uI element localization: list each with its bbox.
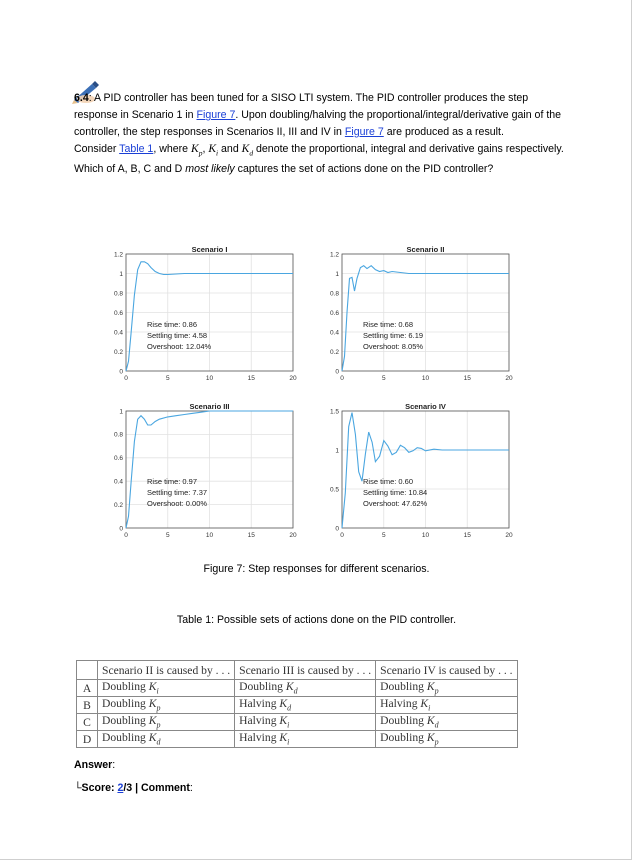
y-tick-label: 1 <box>119 408 123 416</box>
table-cell: Doubling $K_d$ <box>235 680 376 697</box>
table-cell: Doubling $K_p$ <box>98 697 235 714</box>
x-tick-label: 5 <box>165 532 170 539</box>
table-cell: Doubling $K_p$ <box>98 714 235 731</box>
annotation-text: Overshoot: 8.05% <box>363 342 424 351</box>
score-suffix: /3 | <box>123 782 142 794</box>
x-tick-label: 15 <box>463 532 471 539</box>
score-value[interactable]: 2 <box>117 782 124 794</box>
x-tick-label: 0 <box>340 375 344 382</box>
x-tick-label: 0 <box>124 375 128 382</box>
chart-scenario-1 <box>108 244 308 389</box>
chart-title: Scenario IV <box>405 402 446 411</box>
annotation-text: Settling time: 4.58 <box>147 331 208 340</box>
x-tick-label: 10 <box>421 375 430 382</box>
y-tick-label: 1.2 <box>113 251 123 259</box>
x-tick-label: 0 <box>124 532 128 539</box>
x-tick-label: 20 <box>289 375 297 382</box>
table-row <box>77 731 518 748</box>
annotation-text: Rise time: 0.68 <box>363 320 414 329</box>
question-number: 6.4 <box>74 92 89 104</box>
x-tick-label: 20 <box>505 532 513 539</box>
annotation-text: Rise time: 0.86 <box>147 320 198 329</box>
y-tick-label: 0.4 <box>113 329 123 337</box>
table-caption: Table 1: Possible sets of actions done on the PID controller. <box>176 614 457 626</box>
table-row <box>77 680 518 697</box>
figure-link-2[interactable]: Figure 7 <box>344 126 384 138</box>
x-tick-label: 15 <box>247 375 255 382</box>
question-text-part: : A PID controller has been tuned for a SISO LTI system. The PID controller produces the step response in Scenario 1 in <box>74 92 529 121</box>
header-scenario-2: Scenario II is caused by . . . <box>98 661 235 680</box>
y-tick-label: 0.8 <box>329 290 339 298</box>
x-tick-label: 5 <box>381 532 386 539</box>
x-tick-label: 5 <box>165 375 170 382</box>
row-label: B <box>77 697 98 714</box>
score-line <box>74 782 193 794</box>
chart-title: Scenario I <box>191 245 228 254</box>
table-cell: Doubling $K_p$ <box>376 680 517 697</box>
annotation-text: Overshoot: 12.04% <box>147 342 212 351</box>
table-link[interactable]: Table 1 <box>119 143 154 155</box>
y-tick-label: 0.8 <box>113 431 123 439</box>
annotation-text: Overshoot: 47.62% <box>363 499 428 508</box>
table-cell: Doubling $K_i$ <box>98 680 235 697</box>
kd-symbol: $K_d$ <box>241 143 254 158</box>
question-text-part: denote the proportional, integral and derivative gains respectively. Which of A, B, C and D <box>74 143 564 176</box>
row-label: C <box>77 714 98 731</box>
question-text-part: Consider <box>74 143 120 155</box>
y-tick-label: 0.2 <box>113 501 123 509</box>
table-cell: Halving $K_i$ <box>376 697 517 714</box>
y-tick-label: 0.8 <box>113 290 123 298</box>
y-tick-label: 1.5 <box>329 408 339 416</box>
annotation-text: Settling time: 7.37 <box>147 488 208 497</box>
x-tick-label: 15 <box>247 532 255 539</box>
y-tick-label: 0.2 <box>113 348 123 356</box>
table-cell: Doubling $K_d$ <box>376 714 517 731</box>
annotation-text: Overshoot: 0.00% <box>147 499 208 508</box>
y-tick-label: 0.4 <box>329 329 339 337</box>
question-emphasis: most likely <box>185 163 235 176</box>
y-tick-label: 0 <box>335 368 339 376</box>
y-tick-label: 1 <box>119 270 123 278</box>
question-text <box>74 90 564 178</box>
figure-link[interactable]: Figure 7 <box>196 109 236 121</box>
table-corner-cell <box>77 661 98 680</box>
annotation-text: Settling time: 10.84 <box>363 488 428 497</box>
x-tick-label: 0 <box>340 532 344 539</box>
chart-scenario-3 <box>108 401 308 546</box>
row-label: A <box>77 680 98 697</box>
y-tick-label: 1.2 <box>329 251 339 259</box>
ki-symbol: $K_i$ <box>208 143 219 158</box>
chart-scenario-4 <box>324 401 524 546</box>
chart-title: Scenario II <box>406 245 445 254</box>
table-header-row <box>77 661 518 680</box>
table-row <box>77 697 518 714</box>
question-text-part: . Upon doubling/halving the proportional/integral/derivative gain of the controller, the step responses in Scenarios II, III and IV in <box>74 109 562 138</box>
x-tick-label: 5 <box>381 375 386 382</box>
x-tick-label: 10 <box>205 375 214 382</box>
table-cell: Halving $K_i$ <box>235 731 376 748</box>
comment-label: Comment <box>141 782 190 794</box>
figure-caption: Figure 7: Step responses for different scenarios. <box>203 563 430 575</box>
annotation-text: Rise time: 0.60 <box>363 477 414 486</box>
x-tick-label: 15 <box>463 375 471 382</box>
question-text-part: , where <box>153 143 192 155</box>
chart-scenario-2 <box>324 244 524 389</box>
row-label: D <box>77 731 98 748</box>
x-tick-label: 10 <box>205 532 214 539</box>
header-scenario-4: Scenario IV is caused by . . . <box>376 661 517 680</box>
corner-mark: └ <box>74 782 82 794</box>
question-text-part: , <box>202 143 209 155</box>
y-tick-label: 0.6 <box>113 455 123 463</box>
table-row <box>77 714 518 731</box>
y-tick-label: 0.4 <box>113 478 123 486</box>
y-tick-label: 0.2 <box>329 348 339 356</box>
question-text-part: captures the set of actions done on the PID controller? <box>234 163 494 176</box>
question-text-part: are produced as a result. <box>383 126 504 138</box>
options-table <box>76 660 518 748</box>
y-tick-label: 1 <box>335 270 339 278</box>
table-cell: Doubling $K_d$ <box>98 731 235 748</box>
table-cell: Halving $K_i$ <box>235 714 376 731</box>
header-scenario-3: Scenario III is caused by . . . <box>235 661 376 680</box>
annotation-text: Settling time: 6.19 <box>363 331 424 340</box>
x-tick-label: 10 <box>421 532 430 539</box>
score-label: Score: <box>81 782 118 794</box>
x-tick-label: 20 <box>505 375 513 382</box>
y-tick-label: 0.5 <box>329 486 339 494</box>
comment-colon: : <box>189 782 193 794</box>
y-tick-label: 0.6 <box>113 309 123 317</box>
y-tick-label: 1 <box>335 447 339 455</box>
chart-title: Scenario III <box>189 402 230 411</box>
x-tick-label: 20 <box>289 532 297 539</box>
table-cell: Halving $K_d$ <box>235 697 376 714</box>
y-tick-label: 0 <box>119 368 123 376</box>
annotation-text: Rise time: 0.97 <box>147 477 198 486</box>
y-tick-label: 0.6 <box>329 309 339 317</box>
y-tick-label: 0 <box>335 525 339 533</box>
question-text-part: and <box>218 143 242 155</box>
answer-label: Answer: <box>74 759 116 771</box>
table-cell: Doubling $K_p$ <box>376 731 517 748</box>
y-tick-label: 0 <box>119 525 123 533</box>
kp-symbol: $K_p$ <box>191 143 203 158</box>
